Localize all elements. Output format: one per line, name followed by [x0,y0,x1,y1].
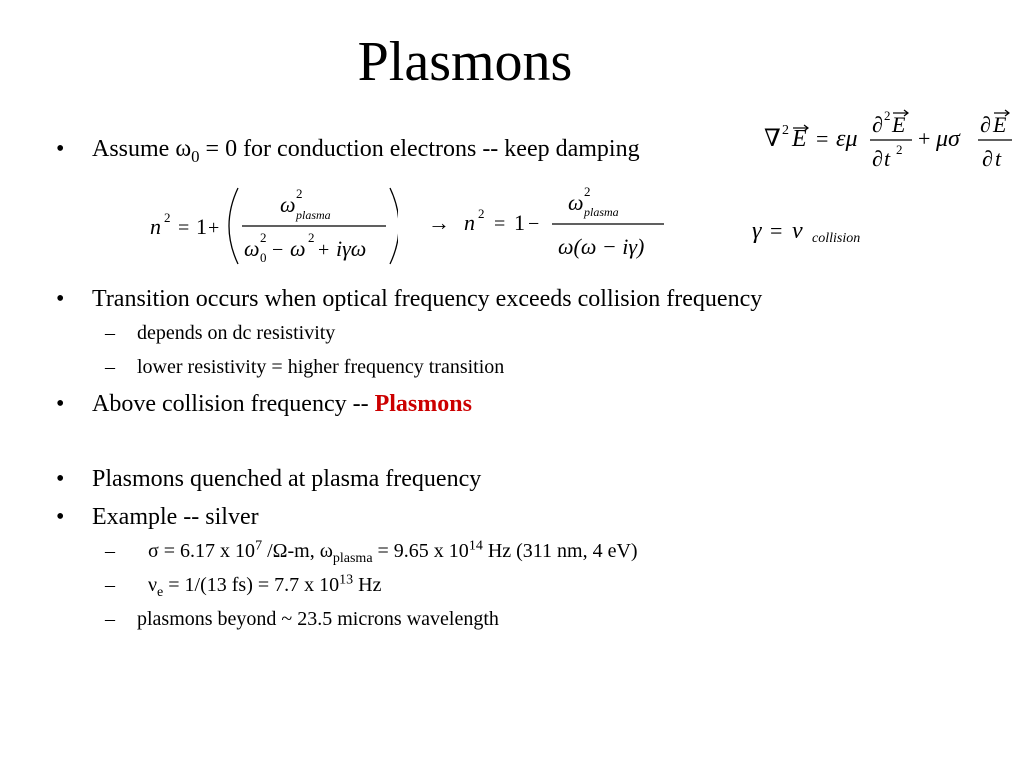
den-omega-exp: 2 [308,230,315,245]
approx-num-sub: plasma [584,205,619,219]
approx-n: n [464,210,475,235]
nu-sub: e [157,585,164,600]
bullet-text-pre: Assume ω [92,136,192,162]
approx-num-omega: ω [568,190,584,215]
nu-exp: 13 [339,572,354,588]
subbullet-sigma [105,538,638,566]
den-minus: − [272,239,284,261]
bullet-text: Example -- silver [92,504,259,530]
omega-plasma-value: = 9.65 x 10 [372,540,469,562]
approx-den: ω(ω − iγ) [558,234,645,259]
omega-plasma-exp: 14 [468,538,483,554]
subbullet-text: plasmons beyond ~ 23.5 microns wavelength [137,608,499,630]
wave-mu-sigma: μσ [936,126,960,152]
den-omega0-sub: 0 [260,250,267,265]
wave-num1-exp: 2 [884,108,891,123]
subbullet-wavelength [105,606,499,632]
nu-text: ν [148,574,158,596]
wave-den2-d: ∂ [982,146,993,171]
num-omega-exp: 2 [296,186,303,201]
arrow-symbol: → [428,210,450,235]
nabla-symbol: ∇ [764,126,781,152]
bullet-text-pre: Above collision frequency -- [92,391,375,417]
dash-marker: – [105,608,115,630]
dash-marker: – [105,356,115,378]
bullet-marker: • [56,466,65,492]
wave-num2-d: ∂ [980,112,991,137]
den-omega: ω [290,236,306,261]
wave-num1-d: ∂ [872,112,883,137]
subbullet-lower-resistivity [105,354,505,380]
nu-units: Hz [353,574,382,596]
bullet-text: Transition occurs when optical frequency exceeds collision frequency [92,286,763,312]
subbullet-text: depends on dc resistivity [137,322,336,344]
wave-lhs-exp: 2 [782,123,789,138]
wave-lhs-E: E [792,126,807,152]
bullet-marker: • [56,391,65,417]
bullet-marker: • [56,286,65,312]
bullet-quenched [56,464,482,494]
bullet-text-post: = 0 for conduction electrons -- keep damping [199,136,640,162]
gamma-equals: = [770,218,783,243]
sigma-text: σ = 6.17 x 10 [148,540,256,562]
n-exp: 2 [164,210,171,225]
approx-equals: = [494,213,506,235]
den-i-gamma-omega: iγω [336,236,367,261]
omega-subscript: 0 [191,146,200,166]
bullet-marker: • [56,136,65,162]
num-omega: ω [280,192,296,217]
den-omega0: ω [244,236,260,261]
n-symbol: n [150,214,161,239]
right-paren [390,188,398,264]
left-paren [229,188,238,264]
nu-symbol: ν [792,218,803,244]
highlight-plasmons: Plasmons [374,391,472,417]
approx-minus: − [528,213,540,235]
wave-den1-d: ∂ [872,146,883,171]
wave-num2-E: E [993,112,1007,137]
n-one: 1 [196,214,207,239]
dash-marker: – [105,322,115,344]
gamma-equation [752,212,892,252]
bullet-text: Plasmons quenched at plasma frequency [92,466,482,492]
wave-eps-mu: εμ [836,126,858,152]
approx-n-exp: 2 [478,206,485,221]
wave-equation [760,104,1020,176]
omega-plasma-units: Hz (311 nm, 4 eV) [482,540,638,562]
dash-marker: – [105,540,115,562]
subbullet-text: lower resistivity = higher frequency transition [137,356,505,378]
subbullet-dc-resistivity [105,320,336,346]
bullet-above-collision [56,389,472,419]
n-equals: = [178,217,190,239]
approx-one: 1 [514,210,525,235]
wave-plus: + [918,126,931,151]
sigma-exp: 7 [255,538,263,554]
den-omega0-exp: 2 [260,230,267,245]
omega-plasma-sub: plasma [332,551,373,566]
omega-plasma-text: /Ω-m, ω [262,540,333,562]
refractive-index-equation [146,182,398,270]
bullet-example-silver [56,502,259,532]
wave-den1-exp: 2 [896,142,903,157]
approx-num-exp: 2 [584,184,591,199]
wave-den1-t: t [884,146,891,171]
wave-den2-t: t [995,146,1002,171]
wave-num1-E: E [892,112,906,137]
bullet-transition [56,284,763,314]
refractive-index-approx [428,182,676,262]
dash-marker: – [105,574,115,596]
gamma-symbol: γ [752,218,762,244]
bullet-assume [56,134,640,166]
subbullet-nu-e [105,572,382,600]
den-plus: + [318,239,330,261]
n-plus: + [208,217,220,239]
nu-subscript: collision [812,231,861,246]
nu-value: = 1/(13 fs) = 7.7 x 10 [163,574,340,596]
num-omega-sub: plasma [296,208,331,222]
page-title: Plasmons [357,31,573,93]
bullet-marker: • [56,504,65,530]
wave-equals: = [816,126,829,151]
